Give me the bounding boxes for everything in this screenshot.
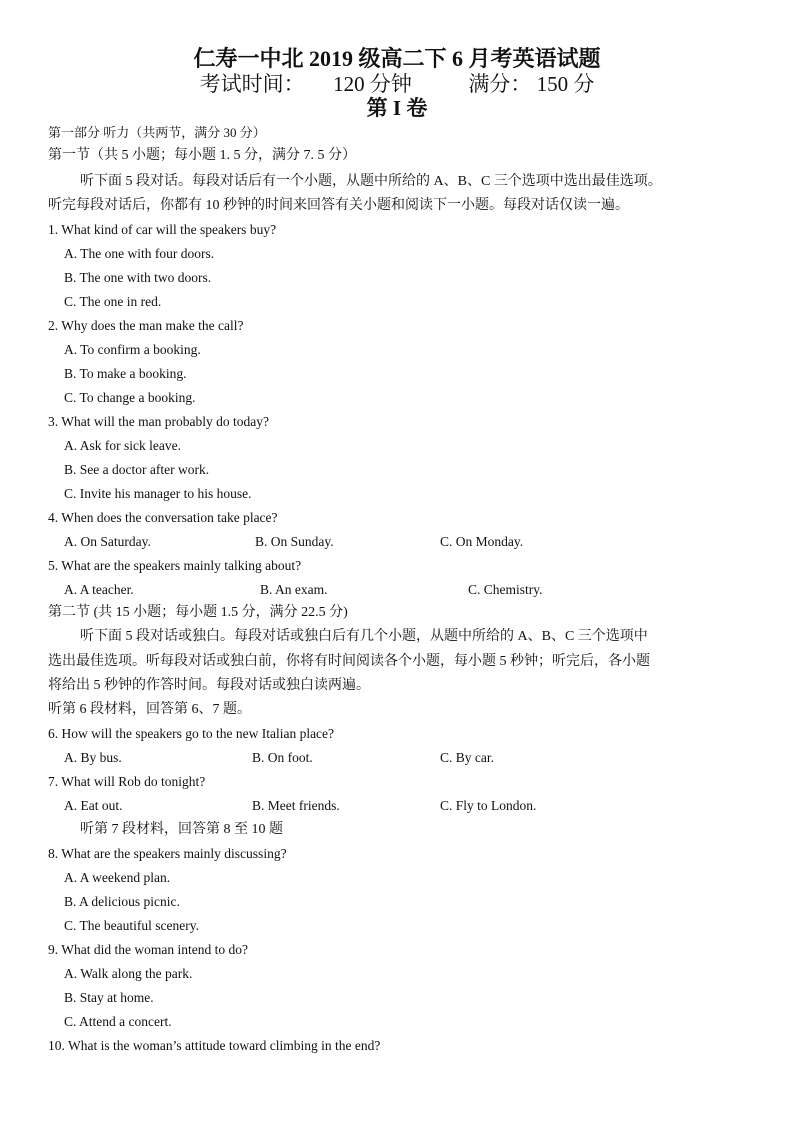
option-a: A. Eat out. [64, 798, 123, 813]
page-title: 仁寿一中北 2019 级高二下 6 月考英语试题 [193, 46, 601, 71]
option-c: C. Fly to London. [440, 798, 537, 813]
time-value: 120 分钟 [333, 72, 412, 96]
option-c: C. On Monday. [440, 534, 524, 549]
section2-instruction-3: 将给出 5 秒钟的作答时间。每段对话或独白读两遍。 [48, 678, 370, 693]
option-a: A. A weekend plan. [64, 870, 171, 885]
exam-info [0, 74, 794, 95]
question-stem: 3. What will the man probably do today? [48, 414, 269, 429]
section1-instruction-2: 听完每段对话后，你都有 10 秒钟的时间来回答有关小题和阅读下一小题。每段对话仅读一遍。 [48, 198, 629, 213]
option-a: A. A teacher. [64, 582, 134, 597]
option-b: B. See a doctor after work. [64, 462, 210, 477]
option-b: B. Meet friends. [252, 798, 340, 813]
option-b: B. On foot. [252, 750, 313, 765]
option-c: C. By car. [440, 750, 494, 765]
score-label: 满分： [468, 72, 532, 96]
section2-instruction-1: 听下面 5 段对话或独白。每段对话或独白后有几个小题，从题中所给的 A、B、C 三个选项中 [80, 629, 648, 644]
score-value: 150 分 [536, 72, 595, 96]
option-a: A. On Saturday. [64, 534, 151, 549]
option-c: C. Chemistry. [468, 582, 543, 597]
question-stem: 9. What did the woman intend to do? [48, 942, 248, 957]
option-b: B. A delicious picnic. [64, 894, 180, 909]
option-c: C. The one in red. [64, 294, 162, 309]
option-c: C. To change a booking. [64, 390, 196, 405]
section1-heading: 第一节（共 5 小题；每小题 1. 5 分，满分 7. 5 分） [48, 148, 356, 163]
question-stem: 7. What will Rob do tonight? [48, 774, 206, 789]
question-stem: 2. Why does the man make the call? [48, 318, 244, 333]
question-stem: 1. What kind of car will the speakers buy? [48, 222, 277, 237]
question-stem: 4. When does the conversation take place? [48, 510, 278, 525]
section1-instruction-1: 听下面 5 段对话。每段对话后有一个小题，从题中所给的 A、B、C 三个选项中选出最佳选项。 [80, 174, 662, 189]
option-a: A. By bus. [64, 750, 122, 765]
segment-6-note: 听第 6 段材料，回答第 6、7 题。 [48, 702, 251, 717]
option-c: C. The beautiful scenery. [64, 918, 199, 933]
option-c: C. Attend a concert. [64, 1014, 172, 1029]
volume-heading: 第 I 卷 [366, 96, 428, 120]
part1-heading: 第一部分 听力（共两节，满分 30 分） [48, 125, 266, 140]
question-stem: 8. What are the speakers mainly discussing? [48, 846, 287, 861]
option-a: A. The one with four doors. [64, 246, 215, 261]
option-b: B. An exam. [260, 582, 328, 597]
option-a: A. Ask for sick leave. [64, 438, 181, 453]
option-b: B. Stay at home. [64, 990, 154, 1005]
question-stem: 6. How will the speakers go to the new Italian place? [48, 726, 335, 741]
question-stem: 5. What are the speakers mainly talking about? [48, 558, 302, 573]
segment-7-note: 听第 7 段材料，回答第 8 至 10 题 [80, 822, 283, 837]
section2-heading: 第二节 (共 15 小题；每小题 1.5 分，满分 22.5 分) [48, 605, 348, 620]
option-a: A. To confirm a booking. [64, 342, 201, 357]
option-b: B. The one with two doors. [64, 270, 212, 285]
question-stem: 10. What is the woman’s attitude toward climbing in the end? [48, 1038, 381, 1053]
option-c: C. Invite his manager to his house. [64, 486, 252, 501]
option-b: B. On Sunday. [255, 534, 334, 549]
option-b: B. To make a booking. [64, 366, 187, 381]
option-a: A. Walk along the park. [64, 966, 193, 981]
section2-instruction-2: 选出最佳选项。听每段对话或独白前，你将有时间阅读各个小题，每小题 5 秒钟；听完后，各小题 [48, 654, 650, 669]
time-label: 考试时间： [199, 72, 305, 96]
